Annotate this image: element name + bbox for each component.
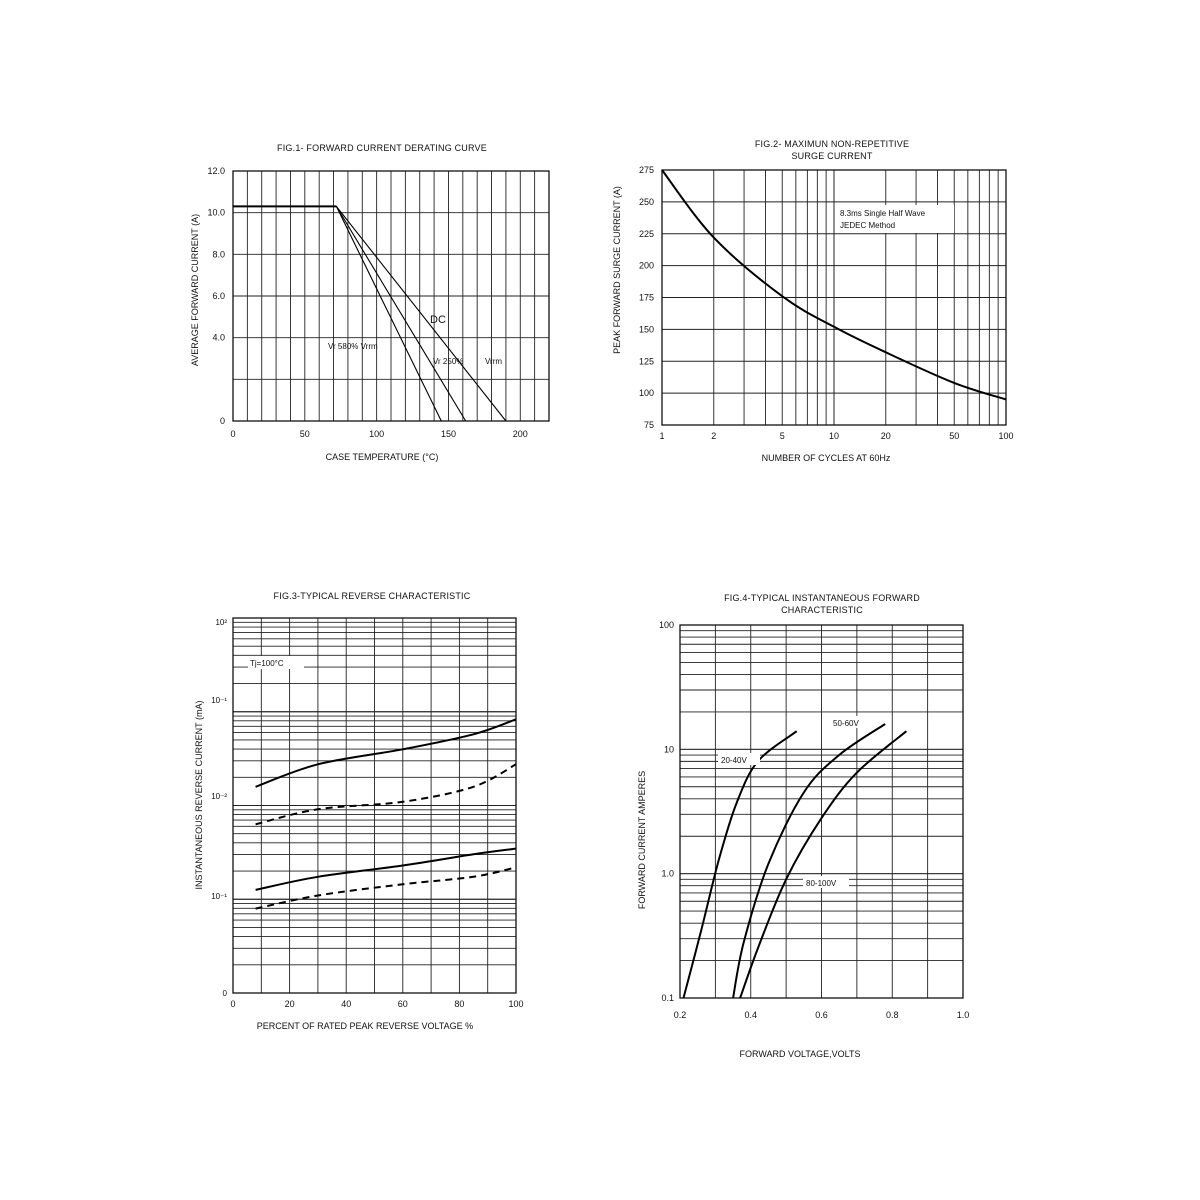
fig2-x-tick-label: 10 [828, 431, 840, 441]
fig3-curves [256, 719, 516, 908]
fig2-y-tick-label: 275 [638, 165, 654, 175]
fig3-x-tick-label: 40 [341, 999, 352, 1009]
fig4-y-tick-label: 10 [663, 744, 674, 755]
fig2-grid [662, 170, 1006, 425]
fig2-x-tick-label: 5 [779, 431, 785, 441]
fig2-y-tick-label: 200 [638, 260, 654, 271]
fig3-y-tick-label: 10⁻¹ [211, 696, 227, 705]
fig4-y-tick-label: 1.0 [661, 868, 674, 879]
fig4-y-ticks [659, 620, 674, 1003]
fig3-reverse-curve [256, 719, 516, 787]
fig4-x-axis-label: FORWARD VOLTAGE,VOLTS [739, 1049, 861, 1059]
fig1-series-line [233, 206, 506, 421]
fig2-y-tick-label: 225 [638, 228, 654, 239]
fig2-y-tick-label: 75 [643, 420, 654, 430]
fig1-annotation-dc: DC [430, 314, 446, 326]
fig3-title: FIG.3-TYPICAL REVERSE CHARACTERISTIC [273, 591, 471, 601]
fig1-y-ticks [207, 166, 225, 426]
fig1-series-line [336, 206, 465, 421]
fig2-y-tick-label: 150 [638, 324, 654, 335]
fig3-x-tick-label: 100 [508, 999, 524, 1009]
fig1-annotation-250: Vr 250% [433, 357, 464, 366]
fig2-x-axis-label: NUMBER OF CYCLES AT 60Hz [761, 453, 891, 463]
fig4-x-tick-label: 0.2 [673, 1010, 687, 1020]
fig4-x-ticks [674, 1010, 970, 1020]
fig1-y-tick-label: 12.0 [207, 166, 225, 176]
fig2-chart [612, 139, 1014, 463]
fig2-x-tick-label: 50 [949, 431, 960, 441]
fig3-y-ticks [211, 618, 227, 998]
fig2-y-tick-label: 125 [638, 356, 654, 367]
fig4-forward-curve [740, 731, 906, 998]
fig1-annotation-580: Vr 580% Vrrm [328, 342, 378, 351]
fig3-x-tick-label: 60 [397, 999, 408, 1009]
fig3-reverse-curve [256, 764, 516, 824]
fig2-title: FIG.2- MAXIMUN NON-REPETITIVE [754, 139, 910, 149]
fig4-annotation-80100: 80-100V [806, 879, 837, 888]
fig3-x-ticks [230, 999, 523, 1009]
fig1-y-tick-label: 4.0 [212, 332, 225, 343]
fig1-series-line [336, 206, 441, 421]
fig4-subtitle: CHARACTERISTIC [781, 605, 863, 615]
fig2-note-line2: JEDEC Method [840, 221, 896, 230]
fig4-grid [680, 625, 963, 998]
fig2-y-tick-label: 250 [638, 196, 654, 207]
fig3-y-tick-label: 10⁻² [211, 792, 227, 801]
fig1-y-axis-label: AVERAGE FORWARD CURRENT (A) [190, 213, 200, 367]
fig4-y-tick-label: 100 [658, 620, 674, 630]
fig1-x-axis-label: CASE TEMPERATURE (°C) [325, 452, 439, 462]
fig2-x-tick-label: 100 [998, 431, 1014, 441]
fig2-x-tick-label: 2 [711, 431, 717, 441]
fig4-x-tick-label: 0.4 [744, 1010, 758, 1020]
fig4-x-tick-label: 1.0 [956, 1010, 970, 1020]
fig3-chart [194, 591, 524, 1031]
fig3-x-tick-label: 20 [284, 999, 295, 1009]
fig1-curves [233, 206, 506, 421]
fig1-y-tick-label: 8.0 [212, 249, 225, 260]
fig1-y-tick-label: 6.0 [212, 291, 225, 301]
fig3-y-tick-label: 10² [215, 618, 227, 627]
fig3-y-tick-label: 10⁻¹ [211, 892, 227, 901]
fig1-x-tick-label: 0 [230, 429, 236, 439]
fig1-title: FIG.1- FORWARD CURRENT DERATING CURVE [277, 143, 487, 153]
fig3-x-tick-label: 80 [454, 999, 465, 1009]
fig3-annotation-tj: Tj=100°C [250, 659, 284, 668]
fig1-chart [190, 143, 549, 462]
fig2-x-ticks [659, 431, 1013, 441]
fig2-x-tick-label: 20 [880, 431, 891, 441]
fig2-y-axis-label: PEAK FORWARD SURGE CURRENT (A) [612, 186, 622, 354]
fig4-annotation-5060: 50-60V [833, 719, 859, 728]
fig2-y-tick-label: 175 [638, 292, 654, 303]
fig1-y-tick-label: 10.0 [207, 207, 225, 218]
fig4-curves [684, 724, 907, 998]
fig2-subtitle: SURGE CURRENT [791, 151, 873, 161]
fig1-x-tick-label: 100 [369, 429, 385, 439]
fig4-x-tick-label: 0.6 [815, 1010, 828, 1020]
fig2-y-tick-label: 100 [638, 388, 654, 399]
fig3-y-tick-label: 0 [222, 989, 227, 998]
fig1-annotation-vrrm: Vrrm [485, 357, 503, 366]
fig3-y-axis-label: INSTANTANEOUS REVERSE CURRENT (mA) [194, 700, 204, 890]
fig4-annotation-2040: 20-40V [721, 756, 747, 765]
fig4-chart [637, 593, 969, 1059]
fig2-note-line1: 8.3ms Single Half Wave [840, 209, 926, 218]
fig3-x-axis-label: PERCENT OF RATED PEAK REVERSE VOLTAGE % [256, 1021, 474, 1031]
fig4-y-axis-label: FORWARD CURRENT AMPERES [637, 770, 647, 910]
fig1-x-tick-label: 200 [512, 429, 528, 439]
fig3-x-tick-label: 0 [230, 999, 236, 1009]
fig1-x-ticks [230, 429, 527, 439]
fig1-y-tick-label: 0 [219, 416, 225, 426]
fig4-y-tick-label: 0.1 [661, 993, 674, 1003]
fig4-title: FIG.4-TYPICAL INSTANTANEOUS FORWARD [724, 593, 920, 603]
fig2-y-ticks [639, 165, 654, 430]
fig1-x-tick-label: 50 [299, 429, 310, 439]
fig3-reverse-curve [256, 867, 516, 908]
fig2-x-tick-label: 1 [659, 431, 665, 441]
fig4-x-tick-label: 0.8 [885, 1010, 899, 1020]
fig1-x-tick-label: 150 [440, 429, 456, 439]
